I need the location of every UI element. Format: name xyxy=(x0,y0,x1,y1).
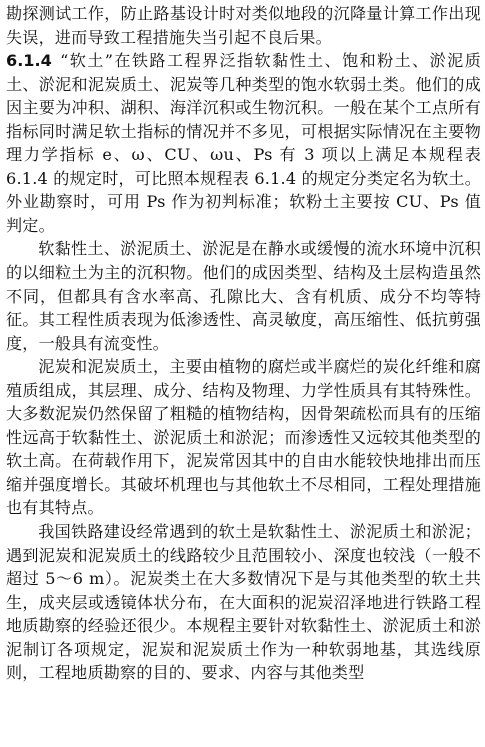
paragraph-soft-clay xyxy=(6,237,481,355)
paragraph-railway xyxy=(6,520,481,685)
section-number: 6.1.4 xyxy=(6,51,52,71)
paragraph-text: “软土”在铁路工程界泛指软黏性土、饱和粉土、淤泥质土、淤泥和泥炭质土、泥炭等几种类型的饱水软弱土类。他们的成因主要为冲积、湖积、海洋沉积或生物沉积。一般在某个工点所有指标同时满足软土指标的情况并不多见，可根据实际情况在主要物理力学指标 e、ω、CU、ωu、Ps 有 3 项以上满足本规程表 6.1.4 的规定时，可比照本规程表 6.1.4 的规定分类定名为软土。外业勘察时，可用 Ps 作为初判标准；软粉土主要按 CU、Ps 值判定。 xyxy=(6,51,481,235)
paragraph-peat xyxy=(6,355,481,520)
paragraph-text: 勘探测试工作，防止路基设计时对类似地段的沉降量计算工作出现失误，进而导致工程措施失当引起不良后果。 xyxy=(6,4,481,47)
paragraph-continuation xyxy=(6,2,481,49)
paragraph-text: 我国铁路建设经常遇到的软土是软黏性土、淤泥质土和淤泥；遇到泥炭和泥炭质土的线路较少且范围较小、深度也较浅（一般不超过 5～6 m）。泥炭类土在大多数情况下是与其他类型的软土共生，成夹层或透镜体状分布，在大面积的泥炭沼泽地进行铁路工程地质勘察的经验还很少。本规程主要针对软黏性土、淤泥质土和淤泥制订各项规定，泥炭和泥炭质土作为一种软弱地基，其选线原则，工程地质勘察的目的、要求、内容与其他类型 xyxy=(6,522,481,683)
paragraph-text: 软黏性土、淤泥质土、淤泥是在静水或缓慢的流水环境中沉积的以细粒土为主的沉积物。他们的成因类型、结构及土层构造虽然不同，但都具有含水率高、孔隙比大、含有机质、成分不均等特征。其工程性质表现为低渗透性、高灵敏度，高压缩性、低抗剪强度，一般具有流变性。 xyxy=(6,239,481,353)
paragraph-text: 泥炭和泥炭质土，主要由植物的腐烂或半腐烂的炭化纤维和腐殖质组成，其层理、成分、结构及物理、力学性质具有其特殊性。大多数泥炭仍然保留了粗糙的植物结构，因骨架疏松而具有的压缩性远高于软黏性土、淤泥质土和淤泥；而渗透性又远较其他类型的软土高。在荷载作用下，泥炭常因其中的自由水能较快地排出而压缩并强度增长。其破坏机理也与其他软土不尽相同，工程处理措施也有其特点。 xyxy=(6,357,481,518)
section-spacer xyxy=(52,51,60,70)
paragraph-section-6-1-4 xyxy=(6,49,481,237)
